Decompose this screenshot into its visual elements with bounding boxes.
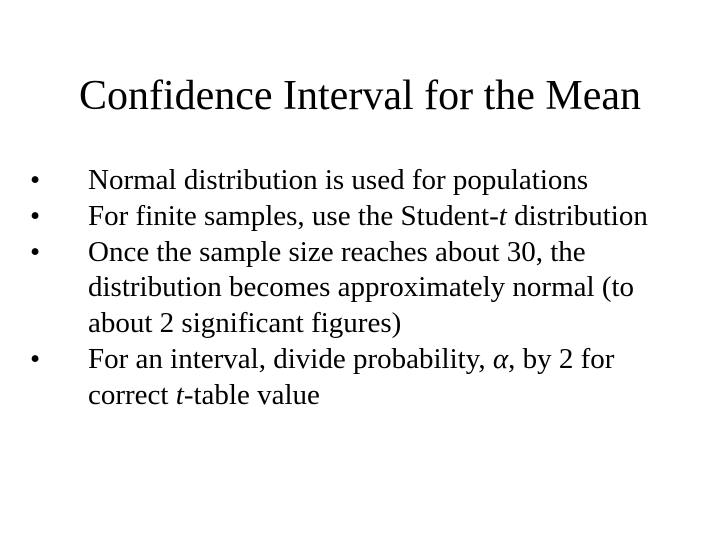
bullet-marker: • bbox=[30, 164, 41, 196]
bullet-text-continued: -table value bbox=[183, 378, 320, 411]
bullet-text: Once the sample size reaches about 30, the distribution becomes approximately normal (to about 2 significant figures) bbox=[88, 235, 635, 340]
bullet-marker: • bbox=[30, 342, 41, 375]
italic-alpha: α bbox=[492, 342, 509, 375]
bullet-item-student-t bbox=[30, 199, 700, 235]
bullet-list bbox=[30, 163, 700, 414]
bullet-text: For an interval, divide probability, bbox=[88, 342, 493, 375]
italic-t: t bbox=[175, 378, 184, 411]
italic-t: t bbox=[498, 199, 507, 232]
bullet-item-interval-probability bbox=[30, 342, 700, 414]
bullet-item-normal-distribution bbox=[30, 163, 700, 199]
bullet-text: Normal distribution is used for populations bbox=[88, 164, 589, 196]
bullet-text: For finite samples, use the Student- bbox=[88, 199, 499, 232]
slide-title: Confidence Interval for the Mean bbox=[78, 73, 642, 119]
bullet-text-continued: distribution bbox=[506, 199, 648, 232]
bullet-marker: • bbox=[30, 235, 41, 268]
bullet-marker: • bbox=[30, 199, 41, 232]
bullet-item-sample-size bbox=[30, 235, 700, 342]
bullet-text-middle: , by 2 for correct bbox=[88, 342, 615, 411]
